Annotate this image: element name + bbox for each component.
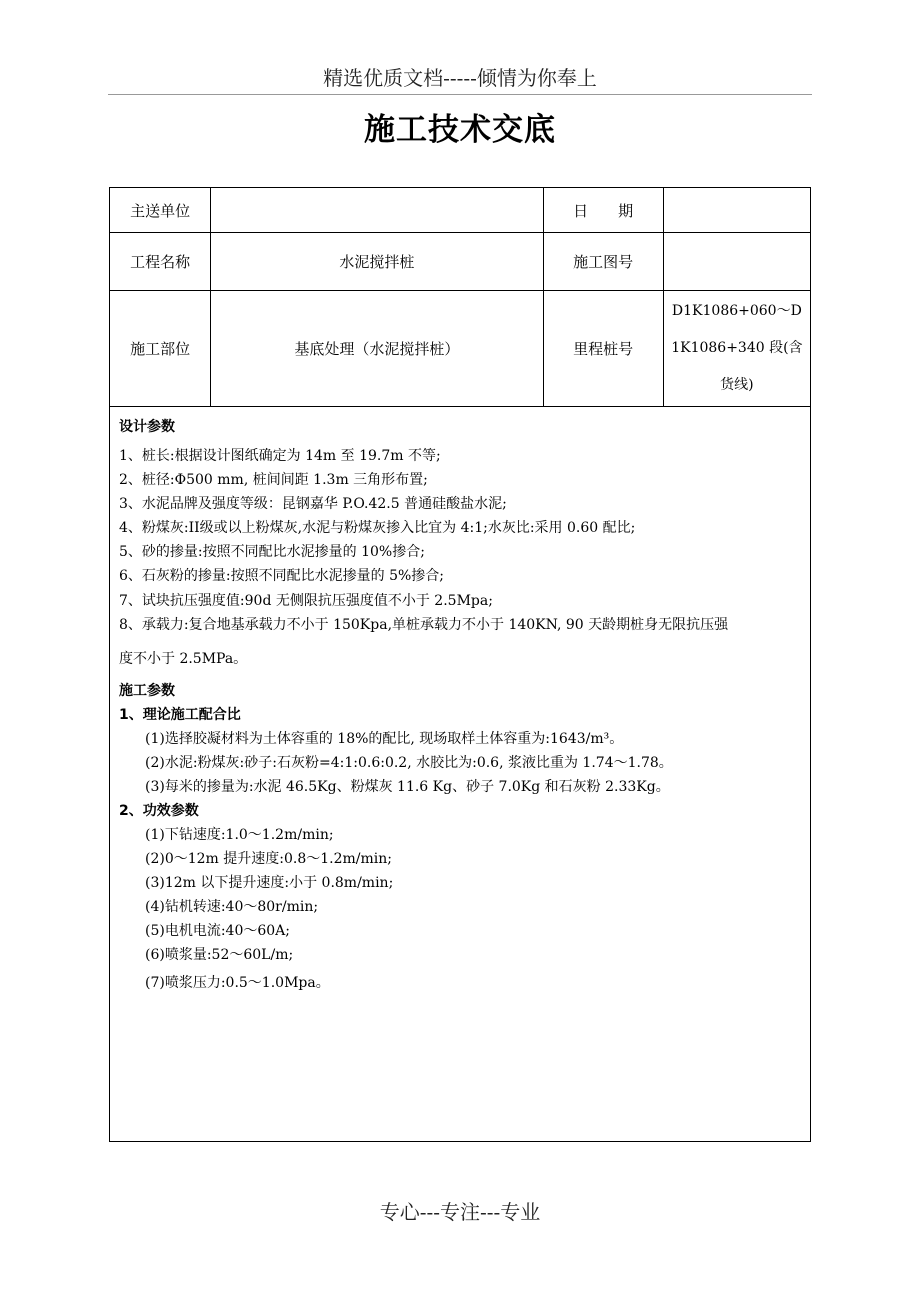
design-heading: 设计参数: [119, 419, 175, 435]
mix-item-1: (1)选择胶凝材料为土体容重的 18%的配比, 现场取样土体容重为:1643/m³。: [145, 731, 624, 747]
label-drawing-number: 施工图号: [543, 233, 663, 291]
header-divider: [108, 94, 812, 95]
table-row-project: [110, 233, 811, 291]
table-row-location: [110, 291, 811, 407]
label-recipient: 主送单位: [110, 188, 211, 233]
design-item-3: 3、水泥品牌及强度等级：昆钢嘉华 P.O.42.5 普通硅酸盐水泥;: [119, 496, 507, 512]
value-construction-part: 基底处理（水泥搅拌桩）: [211, 291, 543, 407]
mix-ratio-heading: 1、理论施工配合比: [119, 707, 241, 723]
mileage-line-1: D1K1086+060～D: [671, 303, 802, 319]
performance-item-3: (3)12m 以下提升速度:小于 0.8m/min;: [145, 875, 394, 891]
page-footer: 专心---专注---专业: [379, 1200, 541, 1224]
document-title: 施工技术交底: [364, 112, 556, 148]
value-mileage: [663, 291, 810, 407]
value-drawing-number: [663, 233, 810, 291]
mix-item-3: (3)每米的掺量为:水泥 46.5Kg、粉煤灰 11.6 Kg、砂子 7.0Kg 和石灰粉 2.33Kg。: [145, 779, 670, 795]
content-box: [109, 406, 811, 1142]
design-item-5: 5、砂的掺量:按照不同配比水泥掺量的 10%掺合;: [119, 544, 425, 560]
info-table: [109, 187, 811, 407]
mix-item-2: (2)水泥:粉煤灰:砂子:石灰粉=4:1:0.6:0.2, 水胶比为:0.6, 浆液比重为 1.74～1.78。: [145, 755, 673, 771]
table-row-recipient: [110, 188, 811, 233]
performance-item-4: (4)钻机转速:40～80r/min;: [145, 899, 319, 915]
design-item-4: 4、粉煤灰:II级或以上粉煤灰,水泥与粉煤灰掺入比宜为 4:1;水灰比:采用 0.60 配比;: [119, 520, 636, 536]
value-project-name: 水泥搅拌桩: [211, 233, 543, 291]
mileage-line-2: 1K1086+340 段(含: [671, 340, 803, 356]
design-item-6: 6、石灰粉的掺量:按照不同配比水泥掺量的 5%掺合;: [119, 568, 444, 584]
page-header: 精选优质文档-----倾情为你奉上: [323, 66, 597, 90]
label-construction-part: 施工部位: [110, 291, 211, 407]
value-date: [663, 188, 810, 233]
label-project-name: 工程名称: [110, 233, 211, 291]
performance-item-5: (5)电机电流:40～60A;: [145, 923, 291, 939]
label-mileage: 里程桩号: [543, 291, 663, 407]
value-recipient: [211, 188, 543, 233]
label-date: 日 期: [543, 188, 663, 233]
performance-item-7: (7)喷浆压力:0.5～1.0Mpa。: [145, 975, 330, 991]
design-item-8: 8、承载力:复合地基承载力不小于 150Kpa,单桩承载力不小于 140KN, 90 天龄期桩身无限抗压强: [119, 617, 729, 633]
design-item-1: 1、桩长:根据设计图纸确定为 14m 至 19.7m 不等;: [119, 448, 441, 464]
construction-heading: 施工参数: [119, 683, 175, 699]
design-item-7: 7、试块抗压强度值:90d 无侧限抗压强度值不小于 2.5Mpa;: [119, 593, 493, 609]
performance-heading: 2、功效参数: [119, 803, 199, 819]
design-item-2: 2、桩径:Φ500 mm, 桩间间距 1.3m 三角形布置;: [119, 472, 428, 488]
mileage-line-3: 货线): [720, 377, 754, 393]
performance-item-1: (1)下钻速度:1.0～1.2m/min;: [145, 827, 334, 843]
design-item-8-cont: 度不小于 2.5MPa。: [119, 651, 248, 667]
performance-item-6: (6)喷浆量:52～60L/m;: [145, 947, 294, 963]
performance-item-2: (2)0～12m 提升速度:0.8～1.2m/min;: [145, 851, 393, 867]
